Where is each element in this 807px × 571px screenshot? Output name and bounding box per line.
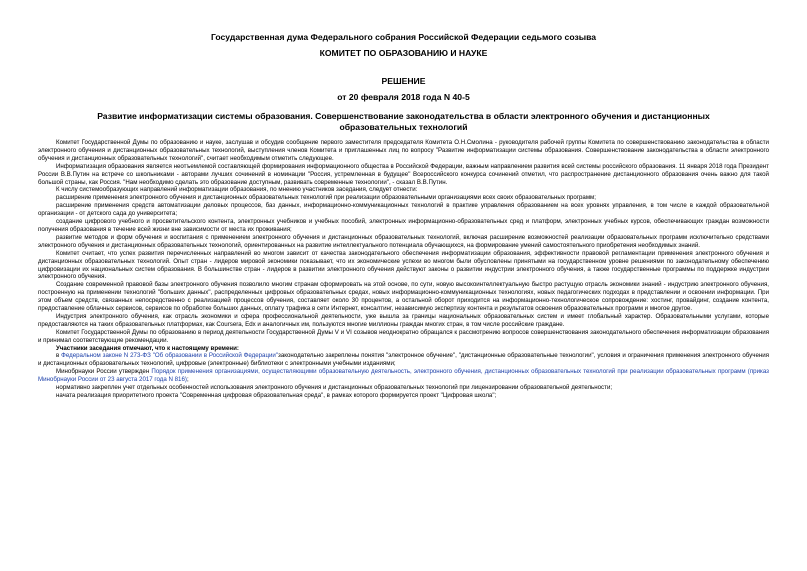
paragraph-legal-base: Создание современной правовой базы электронного обучения позволило многим странам сформировать на этой основе, по сути, новую высокоинтеллектуальную быстро растущую отрасль экономики знаний - индустрию электронного обучения, построенную на применении технологий "больших данных", распределенных цифровых образовательных средах, новых информационно-коммуникационных технологиях, новых педагогических подходах в представлении и освоении информации. При этом объем средств, связанных непосредственно с реализацией процессов обучения, составляет около 30 процентов, а остальной оборот приходится на информационно-технологическое сопровождение: хостинг, провайдинг, создание контента, предоставление облачных сервисов, сервисов по обработке больших данных, оплату трафика в сети Интернет, консалтинг, независимую экспертизу контента и результатов освоения образовательных программ и многое другое.	[38, 281, 769, 313]
document-body	[38, 139, 769, 400]
paragraph-intro: Комитет Государственной Думы по образованию и науке, заслушав и обсудив сообщение первого заместителя председателя Комитета О.Н.Смолина - руководителя рабочей группы Комитета по совершенствованию законодательства в области электронного обучения и дистанционных образовательных технологий, выступления членов Комитета и приглашенных лиц по вопросу "Развитие информатизации системы образования. Совершенствование законодательства в области электронного обучения и дистанционных образовательных технологий", считает необходимым отметить следующее.	[38, 139, 769, 162]
direction-item: создание цифрового учебного и просветительского контента, электронных учебников и учебных пособий, электронных информационно-образовательных сред и платформ, электронных учебных курсов, обеспечивающих граждан возможности получения образования в течение всей жизни вне зависимости от места их проживания;	[38, 218, 769, 233]
procedure-order-link[interactable]: Порядок применения организациями, осуществляющими образовательную деятельность, электронного обучения, дистанционных образовательных технологий при реализации образовательных программ (приказ Минобрнауки России от 23 августа 2017 года N 816)	[38, 368, 769, 384]
direction-item: развитие методов и форм обучения и воспитания с применением электронного обучения и дистанционных образовательных технологий, включая расширение возможностей реализации образовательных программ исключительно средствами электронного обучения и дистанционных образовательных технологий, ориентированных на развитие интеллектуального потенциала обучающихся, на формирование умений самостоятельного приобретения необходимых знаний.	[38, 233, 769, 249]
direction-item: расширение применения средств автоматизации деловых процессов, баз данных, информационно-коммуникационных технологий в практике управления образованием на всех уровнях управления, в том числе в каждой образовательной организации - от детского сада до университета;	[38, 202, 769, 218]
participants-item	[38, 368, 769, 384]
participants-item	[38, 352, 769, 368]
decision-subject: Развитие информатизации системы образования. Совершенствование законодательства в области электронного обучения и дистанционных образовательных технологий	[97, 111, 710, 132]
participants-item-text: ;	[186, 376, 189, 384]
committee-title: КОМИТЕТ ПО ОБРАЗОВАНИЮ И НАУКЕ	[319, 48, 488, 58]
paragraph-informatization: Информатизация образования является неотъемлемой составляющей формирования информационного общества в Российской Федерации, важным направлением развития всей системы российского образования. 11 января 2018 года Президент России В.В.Путин на встрече со школьниками - авторами лучших сочинений в номинации "Россия, устремленная в будущее" Всероссийского конкурса сочинений отметил, что распространение дистанционного образования очень важно для такой большой страны, как Россия. "Нам необходимо сделать это образование доступным, развивать современные технологии", - сказал В.В.Путин.	[38, 162, 769, 186]
participants-item-text: законодательно закреплены понятия "электронное обучение", "дистанционные образовательные технологии", условия и ограничения применения электронного обучения и дистанционных образовательных технологий, цифровые (электронные) библиотеки с электронными учебными изданиями;	[38, 352, 770, 368]
participants-item-text: в	[56, 352, 62, 360]
direction-item: расширение применения электронного обучения и дистанционных образовательных технологий при реализации образовательными организациями всех своих образовательных программ;	[56, 194, 596, 202]
paragraph-industry: Индустрия электронного обучения, как отрасль экономики и сфера профессиональной деятельности, уже вышла за границы национальных образовательных систем и имеет глобальный характер. Образовательными услугами, которые предоставляются на таких образовательных платформах, как Coursera, Edx и аналогичных им, пользуются многие миллионы граждан многих стран, в том числе российские граждане.	[38, 312, 769, 328]
paragraph-directions-lead: К числу системообразующих направлений информатизации образования, по мнению участников заседания, следует отнести:	[56, 186, 418, 194]
decision-date: от 20 февраля 2018 года N 40-5	[337, 92, 470, 102]
participants-item: начата реализация приоритетного проекта "Современная цифровая образовательная среда", в рамках которого формируется проект "Цифровая школа";	[56, 392, 497, 399]
document-org-title: Государственная дума Федерального собрания Российской Федерации седьмого созыва	[210, 32, 597, 42]
paragraph-committee-history: Комитет Государственной Думы по образованию в период деятельности Государственной Думы V и VI созывов неоднократно обращался к рассмотрению вопросов совершенствования законодательного обеспечения информатизации образования и принимал соответствующие рекомендации.	[38, 328, 769, 344]
decision-title: РЕШЕНИЕ	[381, 76, 426, 86]
participants-item-text: Минобрнауки России утвержден	[56, 368, 152, 376]
participants-heading: Участники заседания отмечают, что к настоящему времени:	[56, 344, 239, 352]
federal-law-link[interactable]: Федеральном законе N 273-ФЗ "Об образовании в Российской Федерации"	[61, 352, 279, 360]
paragraph-committee-opinion: Комитет считает, что успех развития перечисленных направлений во многом зависит от качества законодательного обеспечения информатизации образования, эффективности правовой регламентации применения электронного обучения и дистанционных образовательных технологий. Опыт стран - лидеров мировой экономики показывает, что их экономические успехи во многом были обусловлены принятыми на государственном уровне решениями по законодательному обеспечению цифровизации их национальных систем образования. В большинстве стран - лидеров в развитии электронного обучения действуют законы о развитии индустрии электронного обучения, а также государственные программы по поддержке индустрии электронного обучения.	[38, 249, 769, 281]
participants-item: нормативно закреплен учет отдельных особенностей использования электронного обучения и дистанционных образовательных технологий при лицензировании образовательной деятельности;	[56, 384, 613, 392]
